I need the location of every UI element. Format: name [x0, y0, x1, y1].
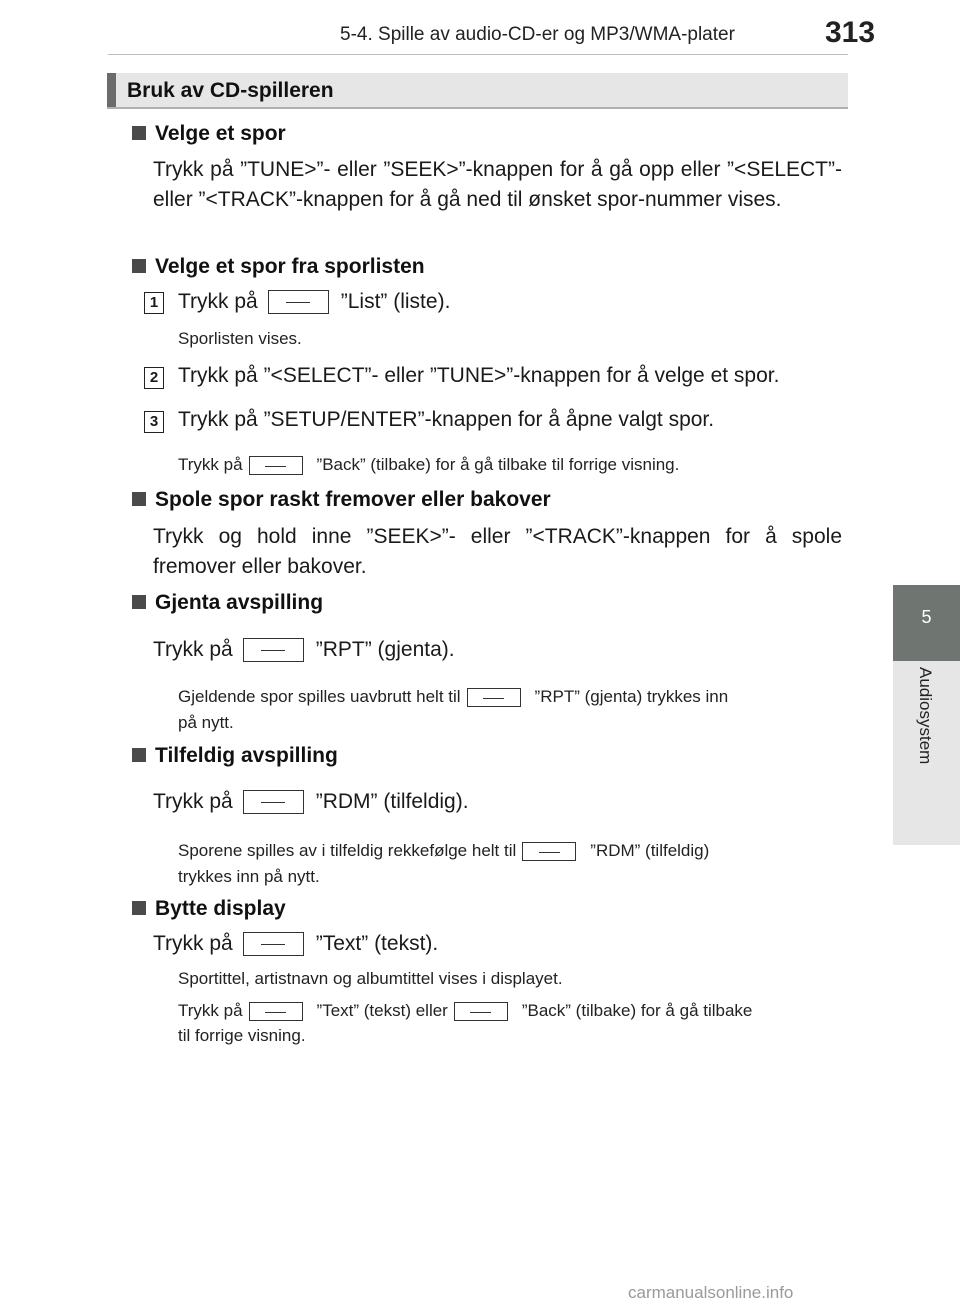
tilfeldig-note-line2: trykkes inn på nytt. [178, 867, 320, 886]
square-bullet-icon [132, 492, 146, 506]
step-number-1: 1 [144, 292, 164, 314]
display-note2-post: ”Back” (tilbake) for å gå tilbake [521, 1001, 753, 1020]
heading-tilfeldig [132, 744, 338, 768]
chapter-label-strip [893, 661, 960, 845]
gjenta-note-pre: Gjeldende spor spilles uavbrutt helt til [178, 687, 461, 706]
heading-velge-spor [132, 122, 286, 146]
tilfeldig-note-post: ”RDM” (tilfeldig) [590, 841, 710, 860]
square-bullet-icon [132, 901, 146, 915]
heading-text: Bytte display [155, 897, 286, 920]
screen-button-icon [454, 1002, 508, 1021]
heading-text: Velge et spor fra sporlisten [155, 255, 425, 278]
screen-button-icon [243, 638, 304, 662]
gjenta-pre: Trykk på [153, 638, 233, 661]
step3-text: Trykk på ”SETUP/ENTER”-knappen for å åpne valgt spor. [178, 408, 715, 431]
gjenta-line [153, 638, 455, 662]
screen-button-icon [249, 1002, 303, 1021]
step-number-3: 3 [144, 411, 164, 433]
back-note-pre: Trykk på [178, 455, 243, 474]
section-heading-box [107, 73, 848, 109]
tilfeldig-post: ”RDM” (tilfeldig). [315, 790, 469, 813]
back-note [178, 455, 679, 475]
screen-button-icon [249, 456, 303, 475]
gjenta-note-line2: på nytt. [178, 713, 234, 732]
screen-button-icon [522, 842, 576, 861]
heading-display [132, 897, 286, 921]
section-title: Bruk av CD-spilleren [127, 79, 334, 102]
screen-button-icon [467, 688, 521, 707]
step1-note: Sporlisten vises. [178, 329, 302, 348]
step-number-2: 2 [144, 367, 164, 389]
chapter-number: 5 [921, 607, 932, 627]
header-title: 5-4. Spille av audio-CD-er og MP3/WMA-plater [340, 24, 735, 45]
step1-line [178, 290, 450, 314]
tilfeldig-note-pre: Sporene spilles av i tilfeldig rekkefølge helt til [178, 841, 517, 860]
display-note2-pre: Trykk på [178, 1001, 243, 1020]
display-note2-line2: til forrige visning. [178, 1026, 306, 1045]
display-line [153, 932, 438, 956]
spole-body: Trykk og hold inne ”SEEK>”- eller ”<TRACK”-knappen for å spole fremover eller bakover. [153, 525, 842, 578]
display-post: ”Text” (tekst). [315, 932, 439, 955]
heading-spole [132, 488, 551, 512]
step1-post: ”List” (liste). [340, 290, 451, 313]
display-note1: Sportittel, artistnavn og albumtittel vises i displayet. [178, 969, 563, 988]
velge-spor-body: Trykk på ”TUNE>”- eller ”SEEK>”-knappen for å gå opp eller ”<SELECT”- eller ”<TRACK”-knappen for å gå ned til ønsket spor-nummer vises. [153, 158, 842, 211]
screen-button-icon [243, 932, 304, 956]
square-bullet-icon [132, 126, 146, 140]
heading-text: Velge et spor [155, 122, 286, 145]
screen-button-icon [243, 790, 304, 814]
step1-pre: Trykk på [178, 290, 258, 313]
section-accent-bar [107, 73, 116, 107]
heading-text: Tilfeldig avspilling [155, 744, 338, 767]
header-rule [108, 54, 848, 55]
gjenta-note [178, 687, 728, 707]
square-bullet-icon [132, 748, 146, 762]
heading-sporliste [132, 255, 425, 279]
screen-button-icon [268, 290, 329, 314]
heading-gjenta [132, 591, 323, 615]
tilfeldig-pre: Trykk på [153, 790, 233, 813]
gjenta-post: ”RPT” (gjenta). [315, 638, 455, 661]
back-note-post: ”Back” (tilbake) for å gå tilbake til forrige visning. [316, 455, 680, 474]
display-note2 [178, 1001, 752, 1021]
heading-text: Spole spor raskt fremover eller bakover [155, 488, 551, 511]
chapter-label: Audiosystem [916, 667, 935, 765]
page-number: 313 [825, 16, 876, 49]
heading-text: Gjenta avspilling [155, 591, 324, 614]
square-bullet-icon [132, 595, 146, 609]
chapter-tab [893, 585, 960, 661]
tilfeldig-line [153, 790, 469, 814]
tilfeldig-note [178, 841, 709, 861]
display-note2-mid: ”Text” (tekst) eller [316, 1001, 448, 1020]
step2-text: Trykk på ”<SELECT”- eller ”TUNE>”-knappen for å velge et spor. [178, 364, 780, 387]
display-pre: Trykk på [153, 932, 233, 955]
square-bullet-icon [132, 259, 146, 273]
gjenta-note-post: ”RPT” (gjenta) trykkes inn [534, 687, 729, 706]
watermark: carmanualsonline.info [628, 1283, 794, 1302]
